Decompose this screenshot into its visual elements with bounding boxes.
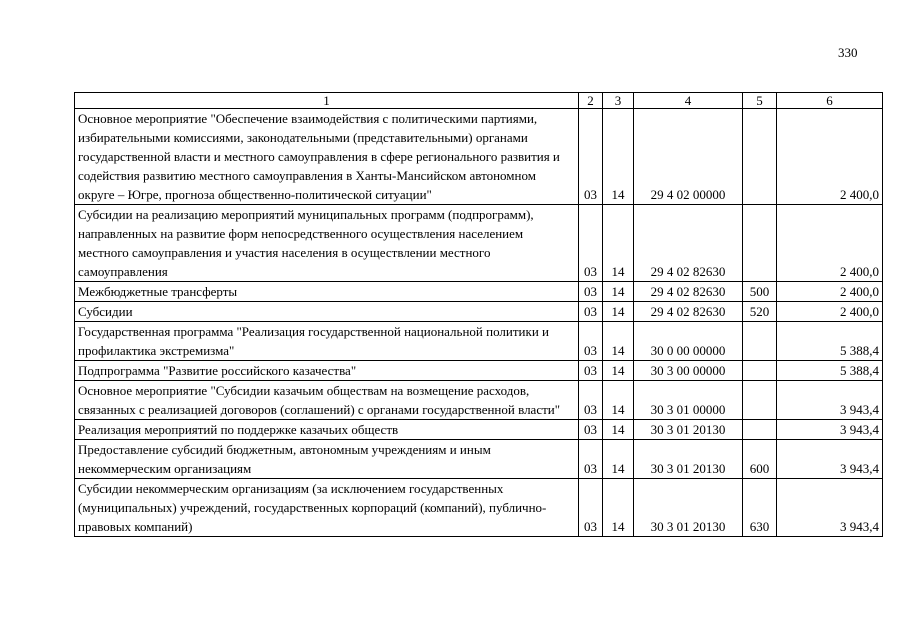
section-code-cell: 03 xyxy=(579,302,603,322)
row-name-cell: Субсидии некоммерческим организациям (за исключением государственных (муниципальных) учреждений, государственных корпораций (компаний), публично-правовых компаний) xyxy=(75,479,579,537)
subsection-code-cell: 14 xyxy=(603,302,634,322)
section-code-cell: 03 xyxy=(579,322,603,361)
target-article-cell: 29 4 02 82630 xyxy=(634,282,743,302)
table-row xyxy=(75,479,883,537)
amount-cell: 3 943,4 xyxy=(777,420,883,440)
subsection-code-cell: 14 xyxy=(603,282,634,302)
table-row xyxy=(75,361,883,381)
expense-type-cell: 500 xyxy=(743,282,777,302)
section-code-cell: 03 xyxy=(579,205,603,282)
row-name-cell: Основное мероприятие "Обеспечение взаимодействия с политическими партиями, избирательными комиссиями, законодательными (представительными) органами государственной власти и местного самоуправления в сфере регионального развития и содействия развитию местного самоуправления в Ханты-Мансийском автономном округе – Югре, прогноза общественно-политической ситуации" xyxy=(75,109,579,205)
section-code-cell: 03 xyxy=(579,109,603,205)
subsection-code-cell: 14 xyxy=(603,109,634,205)
row-name-cell: Межбюджетные трансферты xyxy=(75,282,579,302)
target-article-cell: 29 4 02 00000 xyxy=(634,109,743,205)
expense-type-cell: 630 xyxy=(743,479,777,537)
expense-type-cell xyxy=(743,361,777,381)
table-row xyxy=(75,440,883,479)
column-header-5: 5 xyxy=(743,93,777,109)
row-name-cell: Предоставление субсидий бюджетным, автономным учреждениям и иным некоммерческим организациям xyxy=(75,440,579,479)
subsection-code-cell: 14 xyxy=(603,205,634,282)
target-article-cell: 30 3 01 20130 xyxy=(634,440,743,479)
amount-cell: 2 400,0 xyxy=(777,282,883,302)
amount-cell: 5 388,4 xyxy=(777,361,883,381)
column-header-2: 2 xyxy=(579,93,603,109)
section-code-cell: 03 xyxy=(579,479,603,537)
row-name-cell: Подпрограмма "Развитие российского казачества" xyxy=(75,361,579,381)
table-header-row xyxy=(75,93,883,109)
row-name-cell: Реализация мероприятий по поддержке казачьих обществ xyxy=(75,420,579,440)
target-article-cell: 30 3 01 20130 xyxy=(634,420,743,440)
target-article-cell: 30 0 00 00000 xyxy=(634,322,743,361)
subsection-code-cell: 14 xyxy=(603,420,634,440)
amount-cell: 3 943,4 xyxy=(777,479,883,537)
table-row xyxy=(75,420,883,440)
amount-cell: 2 400,0 xyxy=(777,205,883,282)
subsection-code-cell: 14 xyxy=(603,440,634,479)
column-header-1: 1 xyxy=(75,93,579,109)
expense-type-cell xyxy=(743,420,777,440)
expense-type-cell xyxy=(743,109,777,205)
table-row xyxy=(75,381,883,420)
amount-cell: 3 943,4 xyxy=(777,381,883,420)
amount-cell: 3 943,4 xyxy=(777,440,883,479)
table-row xyxy=(75,322,883,361)
section-code-cell: 03 xyxy=(579,440,603,479)
subsection-code-cell: 14 xyxy=(603,381,634,420)
column-header-3: 3 xyxy=(603,93,634,109)
subsection-code-cell: 14 xyxy=(603,361,634,381)
row-name-cell: Государственная программа "Реализация государственной национальной политики и профилактика экстремизма" xyxy=(75,322,579,361)
target-article-cell: 30 3 00 00000 xyxy=(634,361,743,381)
target-article-cell: 29 4 02 82630 xyxy=(634,205,743,282)
table-row xyxy=(75,109,883,205)
table-row xyxy=(75,302,883,322)
target-article-cell: 30 3 01 00000 xyxy=(634,381,743,420)
section-code-cell: 03 xyxy=(579,420,603,440)
page-number: 330 xyxy=(838,45,858,60)
row-name-cell: Субсидии xyxy=(75,302,579,322)
row-name-cell: Субсидии на реализацию мероприятий муниципальных программ (подпрограмм), направленных на развитие форм непосредственного осуществления населением местного самоуправления и участия населения в осуществлении местного самоуправления xyxy=(75,205,579,282)
column-header-6: 6 xyxy=(777,93,883,109)
expense-type-cell xyxy=(743,205,777,282)
amount-cell: 2 400,0 xyxy=(777,109,883,205)
expense-type-cell xyxy=(743,381,777,420)
row-name-cell: Основное мероприятие "Субсидии казачьим обществам на возмещение расходов, связанных с реализацией договоров (соглашений) с органами государственной власти" xyxy=(75,381,579,420)
table-row xyxy=(75,282,883,302)
amount-cell: 5 388,4 xyxy=(777,322,883,361)
column-header-4: 4 xyxy=(634,93,743,109)
expense-type-cell xyxy=(743,322,777,361)
section-code-cell: 03 xyxy=(579,282,603,302)
section-code-cell: 03 xyxy=(579,361,603,381)
expense-type-cell: 600 xyxy=(743,440,777,479)
section-code-cell: 03 xyxy=(579,381,603,420)
target-article-cell: 29 4 02 82630 xyxy=(634,302,743,322)
subsection-code-cell: 14 xyxy=(603,479,634,537)
amount-cell: 2 400,0 xyxy=(777,302,883,322)
expense-type-cell: 520 xyxy=(743,302,777,322)
target-article-cell: 30 3 01 20130 xyxy=(634,479,743,537)
subsection-code-cell: 14 xyxy=(603,322,634,361)
budget-table xyxy=(74,92,883,537)
table-row xyxy=(75,205,883,282)
